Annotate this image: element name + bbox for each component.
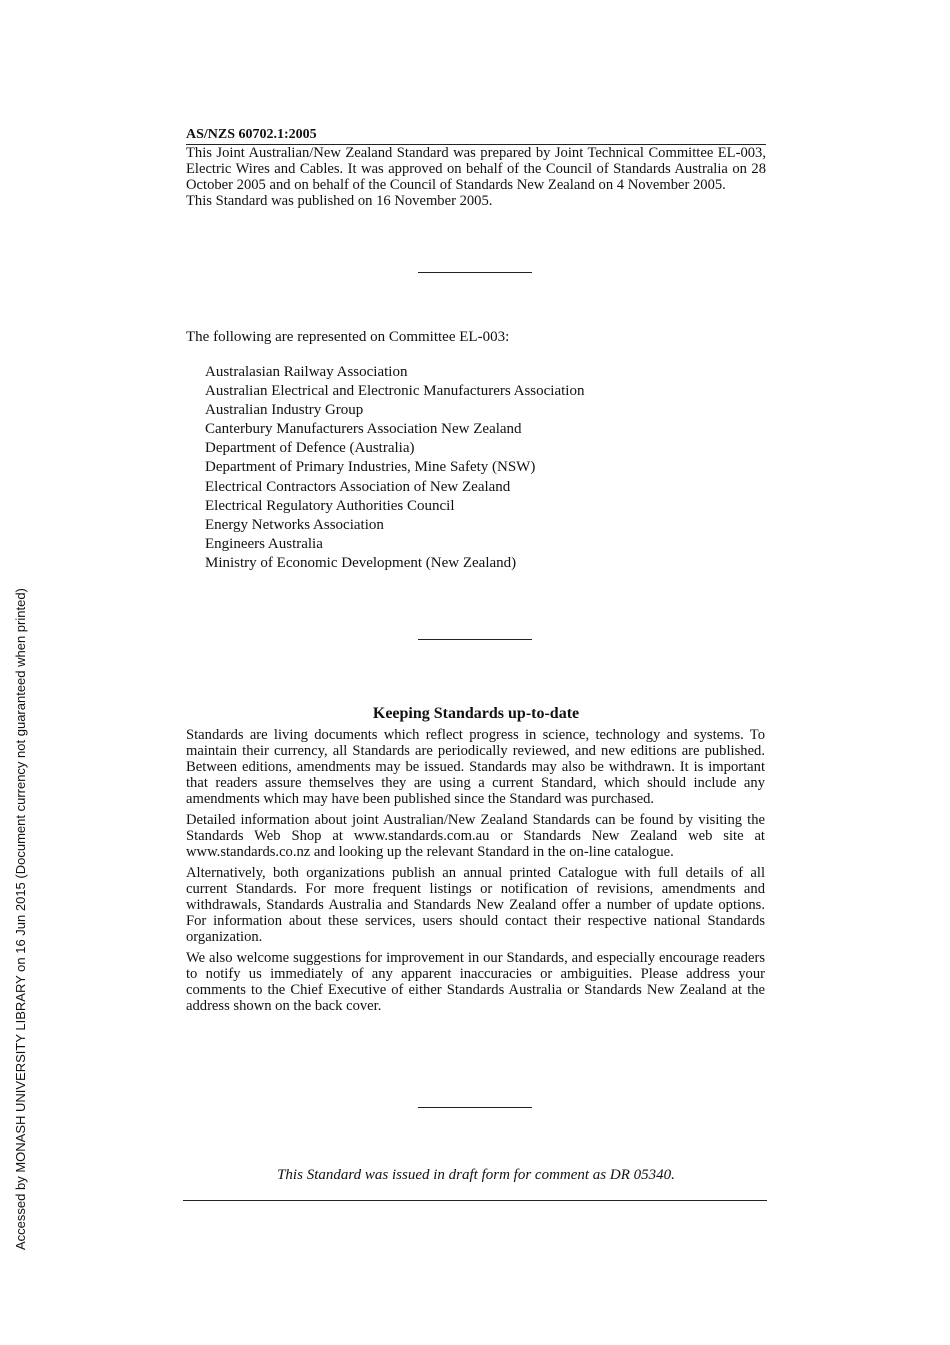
access-watermark: Accessed by MONASH UNIVERSITY LIBRARY on 16 Jun 2015 (Document currency not guaranteed when printed) bbox=[13, 588, 28, 1250]
committee-member-list bbox=[205, 363, 584, 573]
committee-member: Australian Electrical and Electronic Manufacturers Association bbox=[205, 383, 585, 400]
committee-intro: The following are represented on Committee EL-003: bbox=[186, 329, 510, 345]
committee-member: Electrical Contractors Association of New Zealand bbox=[205, 478, 511, 495]
body-paragraph: Detailed information about joint Australian/New Zealand Standards can be found by visiting the Standards Web Shop at www.standards.com.au or Standards New Zealand web site at www.standards.co.nz and looking up the relevant Standard in the on-line catalogue. bbox=[186, 812, 765, 860]
committee-member: Department of Defence (Australia) bbox=[205, 440, 415, 457]
committee-member: Engineers Australia bbox=[205, 535, 323, 552]
committee-member: Energy Networks Association bbox=[205, 516, 384, 533]
committee-member: Canterbury Manufacturers Association New Zealand bbox=[205, 421, 522, 438]
publication-date: This Standard was published on 16 November 2005. bbox=[186, 193, 493, 209]
draft-note: This Standard was issued in draft form for comment as DR 05340. bbox=[277, 1167, 675, 1183]
standard-id: AS/NZS 60702.1:2005 bbox=[186, 127, 317, 142]
footer-rule bbox=[183, 1200, 767, 1201]
body-paragraph: Alternatively, both organizations publish an annual printed Catalogue with full details of all current Standards. For more frequent listings or notification of revisions, amendments and withdrawals, Standards Australia and Standards New Zealand offer a number of update options. For information about these services, users should contact their respective national Standards organization. bbox=[186, 865, 765, 945]
keeping-standards-body bbox=[186, 727, 765, 1019]
body-paragraph: We also welcome suggestions for improvement in our Standards, and especially encourage readers to notify us immediately of any apparent inaccuracies or ambiguities. Please address your comments to the Chief Executive of either Standards Australia or Standards New Zealand at the address shown on the back cover. bbox=[186, 950, 765, 1014]
section-divider bbox=[418, 272, 532, 273]
keeping-standards-heading: Keeping Standards up-to-date bbox=[372, 705, 580, 722]
committee-member: Electrical Regulatory Authorities Council bbox=[205, 497, 455, 514]
preparation-paragraph: This Joint Australian/New Zealand Standard was prepared by Joint Technical Committee EL-003, Electric Wires and Cables. It was approved on behalf of the Council of Standards Australia on 28 October 2005 and on behalf of the Council of Standards New Zealand on 4 November 2005. bbox=[186, 145, 766, 193]
committee-member: Australasian Railway Association bbox=[205, 364, 408, 380]
preparation-note bbox=[186, 145, 766, 209]
section-divider bbox=[418, 639, 532, 640]
section-divider bbox=[418, 1107, 532, 1108]
committee-member: Australian Industry Group bbox=[205, 402, 364, 419]
committee-member: Department of Primary Industries, Mine Safety (NSW) bbox=[205, 459, 536, 476]
committee-member: Ministry of Economic Development (New Zealand) bbox=[205, 554, 517, 571]
body-paragraph: Standards are living documents which reflect progress in science, technology and systems. To maintain their currency, all Standards are periodically reviewed, and new editions are published. Between editions, amendments may be issued. Standards may also be withdrawn. It is important that readers assure themselves they are using a current Standard, which should include any amendments which may have been published since the Standard was purchased. bbox=[186, 727, 765, 807]
